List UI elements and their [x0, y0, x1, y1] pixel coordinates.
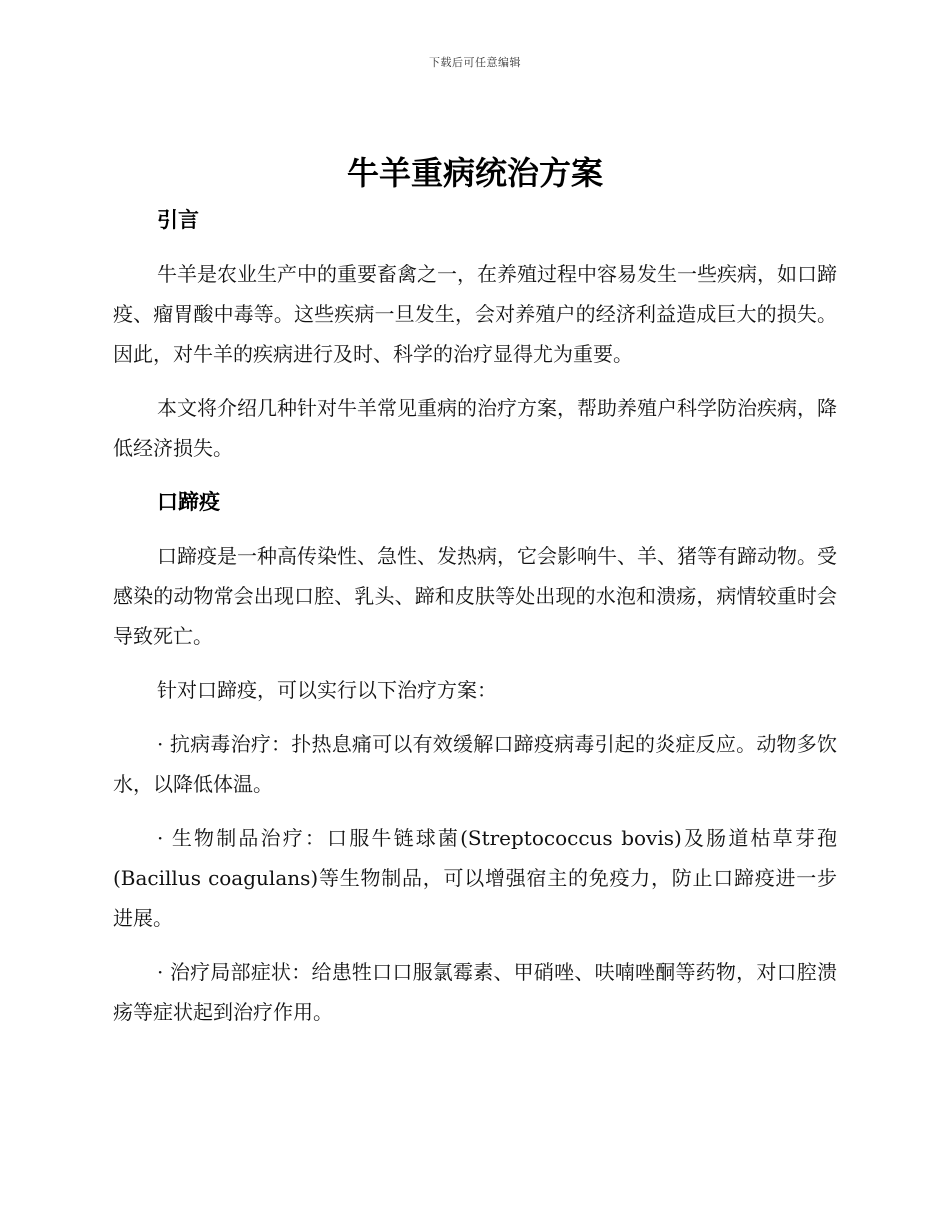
bullet-item: · 治疗局部症状：给患牲口口服氯霉素、甲硝唑、呋喃唑酮等药物，对口腔溃疡等症状起到治疗作用。: [113, 960, 837, 1024]
bullet-item: · 生物制品治疗：口服牛链球菌(Streptococcus bovis)及肠道枯草芽孢(Bacillus coagulans)等生物制品，可以增强宿主的免疫力，防止口蹄疫进一步进展。: [113, 826, 837, 930]
section-heading-intro: 引言: [157, 208, 199, 232]
paragraph: 牛羊是农业生产中的重要畜禽之一，在养殖过程中容易发生一些疾病，如口蹄疫、瘤胃酸中毒等。这些疾病一旦发生，会对养殖户的经济利益造成巨大的损失。因此，对牛羊的疾病进行及时、科学的治疗显得尤为重要。: [113, 262, 837, 366]
header-note: 下载后可任意编辑: [429, 56, 521, 69]
document-body: [113, 200, 837, 1032]
paragraph: 本文将介绍几种针对牛羊常见重病的治疗方案，帮助养殖户科学防治疾病，降低经济损失。: [113, 396, 837, 460]
paragraph: 口蹄疫是一种高传染性、急性、发热病，它会影响牛、羊、猪等有蹄动物。受感染的动物常会出现口腔、乳头、蹄和皮肤等处出现的水泡和溃疡，病情较重时会导致死亡。: [113, 544, 837, 648]
section-heading-fmd: 口蹄疫: [157, 490, 220, 514]
document-title: 牛羊重病统治方案: [346, 154, 603, 192]
paragraph: 针对口蹄疫，可以实行以下治疗方案：: [157, 678, 497, 702]
bullet-item: · 抗病毒治疗：扑热息痛可以有效缓解口蹄疫病毒引起的炎症反应。动物多饮水，以降低体温。: [113, 732, 837, 796]
